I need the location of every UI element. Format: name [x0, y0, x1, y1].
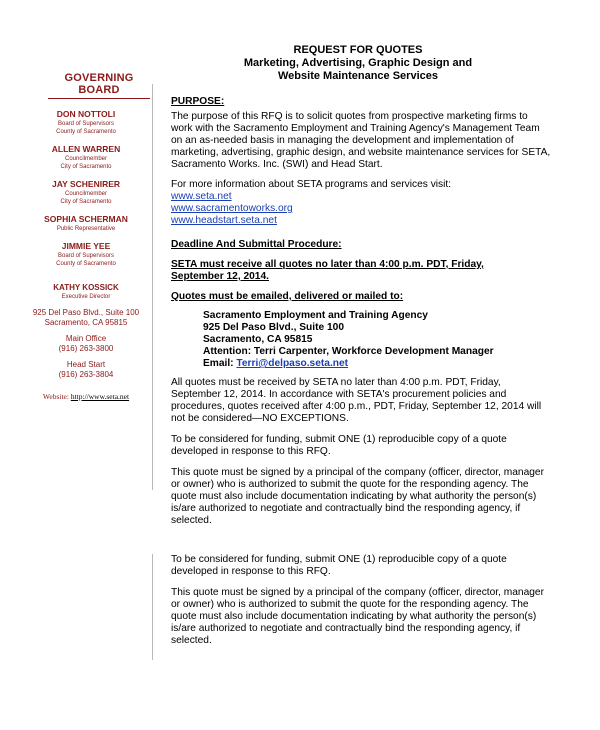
main-content [171, 96, 551, 656]
member-org: County of Sacramento [56, 261, 116, 267]
member-org: County of Sacramento [56, 129, 116, 135]
address-line-1: 925 Del Paso Blvd., Suite 100 [32, 308, 140, 317]
signature-paragraph: This quote must be signed by a principal of the company (officer, director, manager or owner) who is authorized to submit the quote for the responding agency. The quote must also include documentation indicating by what authority the person(s) is/are authorized to negotiate and contractually bind the responding agency, if selected. [171, 467, 544, 526]
executive-director [20, 282, 152, 302]
address-attention: Attention: Terri Carpenter, Workforce Development Manager [203, 346, 494, 357]
address-email-line [203, 358, 551, 370]
member-org: City of Sacramento [60, 199, 112, 205]
main-office-label: Main Office [65, 334, 107, 343]
deadline-line-2: September 12, 2014. [171, 271, 269, 282]
member-role: Public Representative [56, 226, 116, 232]
more-info-text: For more information about SETA programs and services visit: [171, 179, 452, 190]
address-agency: Sacramento Employment and Training Agency [203, 310, 428, 321]
link-headstart[interactable]: www.headstart.seta.net [171, 215, 277, 226]
document-header [200, 44, 516, 83]
email-label: Email: [203, 358, 237, 369]
website-link[interactable]: http://www.seta.net [70, 392, 130, 401]
funding-paragraph-repeat: To be considered for funding, submit ONE (1) reproducible copy of a quote developed in response to this RFQ. [171, 554, 507, 577]
deadline-heading: Deadline And Submittal Procedure: [171, 239, 342, 250]
board-member [20, 179, 152, 206]
website-label: Website: [42, 392, 69, 401]
governing-board-title: GOVERNING BOARD [48, 72, 150, 99]
board-member [20, 241, 152, 268]
funding-paragraph: To be considered for funding, submit ONE (1) reproducible copy of a quote developed in response to this RFQ. [171, 434, 507, 457]
main-office [20, 334, 152, 354]
header-subtitle-1: Marketing, Advertising, Graphic Design and [243, 57, 473, 69]
sidebar-divider [152, 84, 153, 490]
purpose-heading: PURPOSE: [171, 96, 225, 107]
link-seta[interactable]: www.seta.net [171, 191, 232, 202]
sidebar-divider-lower [152, 554, 153, 660]
head-start-label: Head Start [66, 360, 106, 369]
purpose-text: The purpose of this RFQ is to solicit quotes from prospective marketing firms to work with the Sacramento Employment and Training Agency's Management Team on an as-needed basis in managing the development and implementation of marketing, advertising, graphic design, and website maintenance services for SETA, Sacramento Works. Inc. (SWI) and Head Start. [171, 111, 551, 170]
member-role: Councilmember [64, 156, 107, 162]
sidebar [20, 72, 152, 401]
member-role: Board of Supervisors [57, 121, 115, 127]
member-name: SOPHIA SCHERMAN [44, 214, 128, 224]
agency-address [20, 308, 152, 328]
address-line-2: Sacramento, CA 95815 [44, 318, 128, 327]
header-subtitle-2: Website Maintenance Services [278, 70, 438, 82]
member-name: JAY SCHENIRER [51, 179, 121, 189]
head-start-phone: (916) 263-3804 [58, 370, 114, 379]
executive-role: Executive Director [61, 294, 111, 300]
deadline-line-1: SETA must receive all quotes no later than 4:00 p.m. PDT, Friday, [171, 259, 484, 270]
signature-paragraph-repeat: This quote must be signed by a principal of the company (officer, director, manager or owner) who is authorized to submit the quote for the responding agency. The quote must also include documentation indicating by what authority the person(s) is/are authorized to negotiate and contractually bind the responding agency, if selected. [171, 587, 544, 646]
deadline-paragraph: All quotes must be received by SETA no later than 4:00 p.m. PDT, Friday, September 12, 2014. In accordance with SETA's procurement policies and procedures, quotes received after 4:00 p.m., PDT, Friday, September 12, 2014 will not be considered—NO EXCEPTIONS. [171, 377, 542, 424]
member-name: DON NOTTOLI [56, 109, 116, 119]
member-name: JIMMIE YEE [61, 241, 111, 251]
member-name: ALLEN WARREN [51, 144, 121, 154]
board-member [20, 214, 152, 233]
website-line [20, 392, 152, 401]
main-office-phone: (916) 263-3800 [58, 344, 114, 353]
address-street: 925 Del Paso Blvd., Suite 100 [203, 322, 344, 333]
head-start-office [20, 360, 152, 380]
board-member [20, 109, 152, 136]
member-role: Board of Supervisors [57, 253, 115, 259]
submission-heading: Quotes must be emailed, delivered or mailed to: [171, 291, 404, 302]
submission-address [203, 310, 551, 370]
member-role: Councilmember [64, 191, 107, 197]
link-sacramentoworks[interactable]: www.sacramentoworks.org [171, 203, 293, 214]
board-member [20, 144, 152, 171]
email-link[interactable]: Terri@delpaso.seta.net [236, 358, 349, 369]
executive-name: KATHY KOSSICK [53, 283, 119, 292]
address-city: Sacramento, CA 95815 [203, 334, 313, 345]
header-title: REQUEST FOR QUOTES [293, 44, 423, 56]
member-org: City of Sacramento [60, 164, 112, 170]
